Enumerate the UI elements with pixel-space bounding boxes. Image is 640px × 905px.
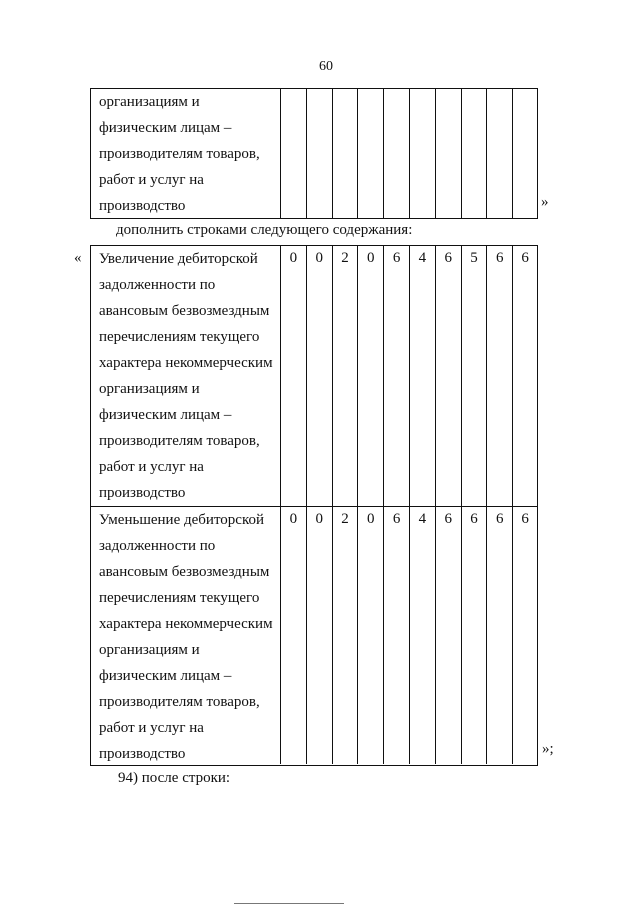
row-name-line: производство bbox=[99, 746, 186, 762]
row-name-line: производителям товаров, bbox=[99, 694, 260, 710]
code-cell bbox=[513, 89, 537, 218]
code-cell bbox=[307, 89, 333, 218]
row-name-line: физическим лицам – bbox=[99, 668, 232, 684]
row-name-line: Увеличение дебиторской bbox=[99, 251, 258, 267]
row-name-line: физическим лицам – bbox=[99, 407, 232, 423]
row-name-line: производство bbox=[99, 485, 186, 501]
instruction-text: дополнить строками следующего содержания: bbox=[116, 222, 413, 238]
code-cell: 6 bbox=[487, 507, 513, 764]
row-name-line: производство bbox=[99, 198, 186, 214]
row-name-cell bbox=[91, 246, 281, 506]
row-name-line: работ и услуг на bbox=[99, 720, 204, 736]
row-name-line: задолженности по bbox=[99, 277, 216, 293]
code-cell bbox=[281, 89, 307, 218]
top-table bbox=[90, 88, 538, 219]
row-name-line: организациям и bbox=[99, 94, 200, 110]
code-cell: 0 bbox=[281, 246, 307, 506]
row-name-line: организациям и bbox=[99, 642, 200, 658]
code-cell: 0 bbox=[307, 246, 333, 506]
row-name-line: работ и услуг на bbox=[99, 459, 204, 475]
row-name-line: производителям товаров, bbox=[99, 433, 260, 449]
code-cell: 2 bbox=[333, 246, 359, 506]
code-cell: 6 bbox=[462, 507, 488, 764]
closing-quote: » bbox=[541, 194, 549, 210]
row-name-line: Уменьшение дебиторской bbox=[99, 512, 265, 528]
row-name-cell bbox=[91, 89, 281, 218]
code-cell: 6 bbox=[436, 507, 462, 764]
code-cell: 6 bbox=[384, 507, 410, 764]
closing-quote: »; bbox=[542, 741, 554, 757]
code-cell bbox=[358, 89, 384, 218]
code-cell: 0 bbox=[358, 246, 384, 506]
row-name-line: перечислениям текущего bbox=[99, 329, 260, 345]
table-row bbox=[91, 507, 537, 764]
code-cell: 6 bbox=[436, 246, 462, 506]
row-name-line: авансовым безвозмездным bbox=[99, 564, 270, 580]
row-name-line: авансовым безвозмездным bbox=[99, 303, 270, 319]
code-cell: 0 bbox=[281, 507, 307, 764]
code-cell: 0 bbox=[358, 507, 384, 764]
instruction-text: 94) после строки: bbox=[118, 770, 231, 786]
new-rows-table bbox=[90, 245, 538, 766]
code-cell bbox=[436, 89, 462, 218]
row-name-line: организациям и bbox=[99, 381, 200, 397]
code-cell: 6 bbox=[487, 246, 513, 506]
page-number: 60 bbox=[319, 59, 333, 74]
row-name-cell bbox=[91, 507, 281, 764]
row-name-line: перечислениям текущего bbox=[99, 590, 260, 606]
row-name-line: работ и услуг на bbox=[99, 172, 204, 188]
code-cell: 2 bbox=[333, 507, 359, 764]
code-cell bbox=[487, 89, 513, 218]
code-cell: 6 bbox=[521, 511, 529, 527]
code-cell: 4 bbox=[410, 507, 436, 764]
code-cell: 0 bbox=[307, 507, 333, 764]
row-name-line: производителям товаров, bbox=[99, 146, 260, 162]
page-bottom-rule bbox=[234, 903, 344, 904]
code-cell bbox=[384, 89, 410, 218]
row-name-line: задолженности по bbox=[99, 538, 216, 554]
code-cell: 6 bbox=[521, 250, 529, 266]
row-name-line: характера некоммерческим bbox=[99, 355, 273, 371]
code-cell bbox=[333, 89, 359, 218]
table-row bbox=[91, 246, 537, 507]
code-cell: 5 bbox=[462, 246, 488, 506]
code-cell bbox=[462, 89, 488, 218]
code-cell: 6 bbox=[384, 246, 410, 506]
row-name-line: физическим лицам – bbox=[99, 120, 232, 136]
code-cell: 4 bbox=[410, 246, 436, 506]
table-row bbox=[91, 89, 537, 218]
code-cell bbox=[410, 89, 436, 218]
opening-quote: « bbox=[74, 250, 82, 266]
row-name-line: характера некоммерческим bbox=[99, 616, 273, 632]
